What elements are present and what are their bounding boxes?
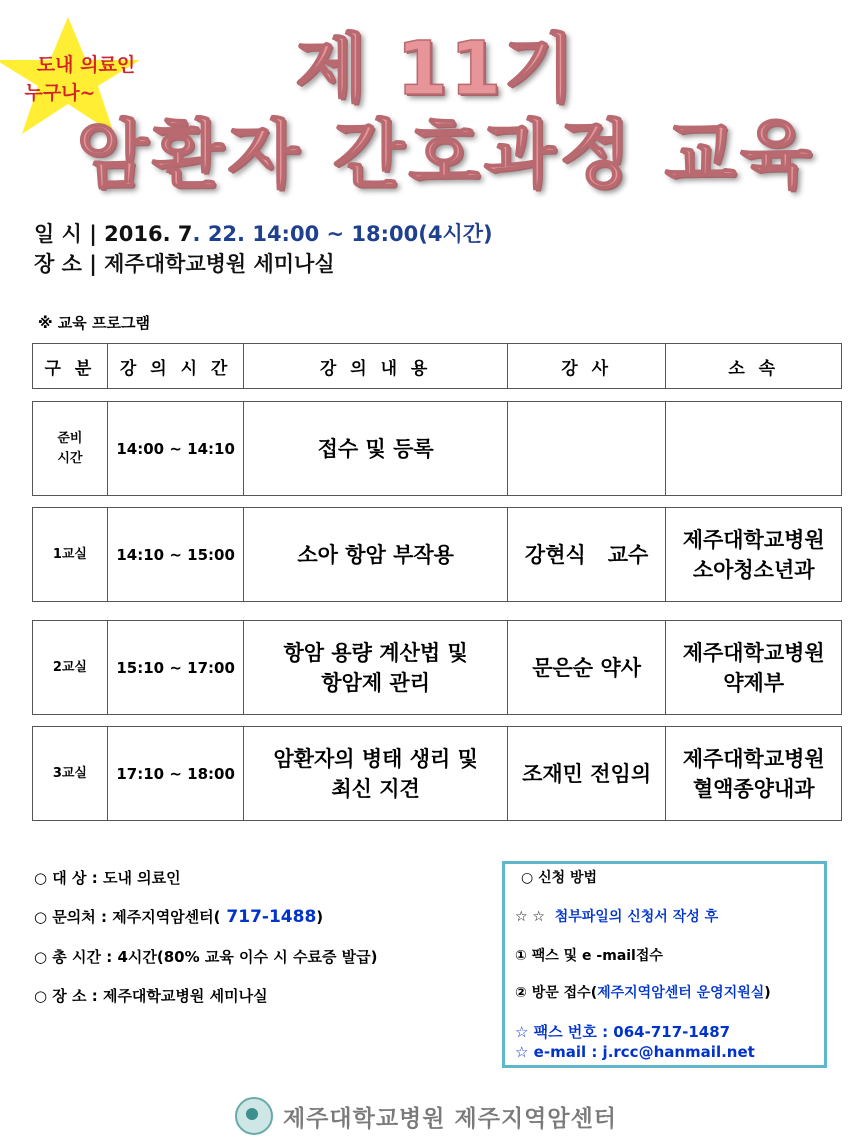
page-title-line-1: 제 11기: [295, 26, 577, 112]
date-value: . 22. 14:00 ~ 18:00(4시간): [192, 222, 493, 246]
apply-method-box: [502, 861, 827, 1068]
row-instructor: 조재민 전임의: [508, 727, 667, 820]
badge-line-2: 누구나~: [24, 82, 96, 104]
footer-org-name: 제주대학교병원 제주지역암센터: [282, 1105, 618, 1132]
table-row: [32, 620, 842, 715]
row-instructor: 문은순 약사: [508, 621, 667, 714]
inquiry-phone: 717-1488: [220, 907, 317, 927]
apply-step-text: 첨부파일의 신청서 작성 후: [554, 909, 719, 925]
apply-method-2-label: ② 방문 접수(: [515, 985, 598, 1001]
row-time: 15:10 ~ 17:00: [108, 621, 245, 714]
row-affiliation: 제주대학교병원 약제부: [682, 640, 825, 695]
table-row: [32, 507, 842, 602]
header-content: 강 의 내 용: [244, 344, 507, 388]
badge-line-1: 도내 의료인: [36, 54, 136, 76]
apply-step: [515, 907, 718, 927]
row-section: 2교실: [33, 621, 108, 714]
hospital-logo-icon: [235, 1097, 273, 1135]
row-time: 14:00 ~ 14:10: [108, 402, 245, 495]
row-section: 3교실: [33, 727, 108, 820]
header-affiliation: 소 속: [728, 358, 780, 379]
inquiry-close: ): [316, 908, 324, 926]
apply-step-stars: ☆ ☆: [515, 909, 555, 925]
apply-method-2-close: ): [764, 985, 771, 1001]
row-instructor: 강현식 교수: [508, 508, 667, 601]
row-content: 접수 및 등록: [244, 402, 507, 495]
inquiry-label: ○ 문의처 : 제주지역암센터(: [34, 908, 221, 926]
row-content: 암환자의 병태 생리 및 최신 지견: [244, 727, 507, 820]
email-address: ☆ e-mail : j.rcc@hanmail.net: [515, 1043, 755, 1061]
row-content: 항암 용량 계산법 및 항암제 관리: [244, 621, 507, 714]
total-time-line: ○ 총 시간 : 4시간(80% 교육 이수 시 수료증 발급): [34, 948, 378, 966]
date-label: 일 시 | 2016. 7: [34, 222, 193, 246]
apply-method-2: [515, 983, 771, 1003]
program-heading: ※ 교육 프로그램: [38, 314, 150, 332]
footer: [0, 1094, 852, 1138]
row-section: 1교실: [33, 508, 108, 601]
table-row: [32, 401, 842, 496]
apply-method-2-place: 제주지역암센터 운영지원실: [597, 985, 765, 1001]
table-row: [32, 726, 842, 821]
row-affiliation: 제주대학교병원 혈액종양내과: [682, 746, 825, 801]
target-line: ○ 대 상 : 도내 의료인: [34, 869, 181, 887]
header-time: 강 의 시 간: [108, 344, 245, 388]
apply-heading: ○ 신청 방법: [521, 870, 598, 886]
row-instructor: [508, 402, 667, 495]
inquiry-line: [34, 906, 323, 928]
row-affiliation: 제주대학교병원 소아청소년과: [682, 527, 825, 582]
fax-number: ☆ 팩스 번호 : 064-717-1487: [515, 1023, 731, 1041]
date-line: [34, 220, 493, 248]
header-instructor: 강 사: [508, 344, 667, 388]
venue-line: ○ 장 소 : 제주대학교병원 세미나실: [34, 987, 268, 1005]
place-line: 장 소 | 제주대학교병원 세미나실: [34, 252, 335, 276]
row-content: 소아 항암 부작용: [244, 508, 507, 601]
table-header-row: [32, 343, 842, 389]
row-affiliation: [666, 402, 841, 495]
page-title-line-2: 암환자 간호과정 교육: [76, 112, 816, 198]
row-section: 준비 시간: [33, 402, 108, 495]
apply-method-1: ① 팩스 및 e -mail접수: [515, 948, 663, 964]
row-time: 14:10 ~ 15:00: [108, 508, 245, 601]
header-section: 구 분: [33, 344, 108, 388]
row-time: 17:10 ~ 18:00: [108, 727, 245, 820]
